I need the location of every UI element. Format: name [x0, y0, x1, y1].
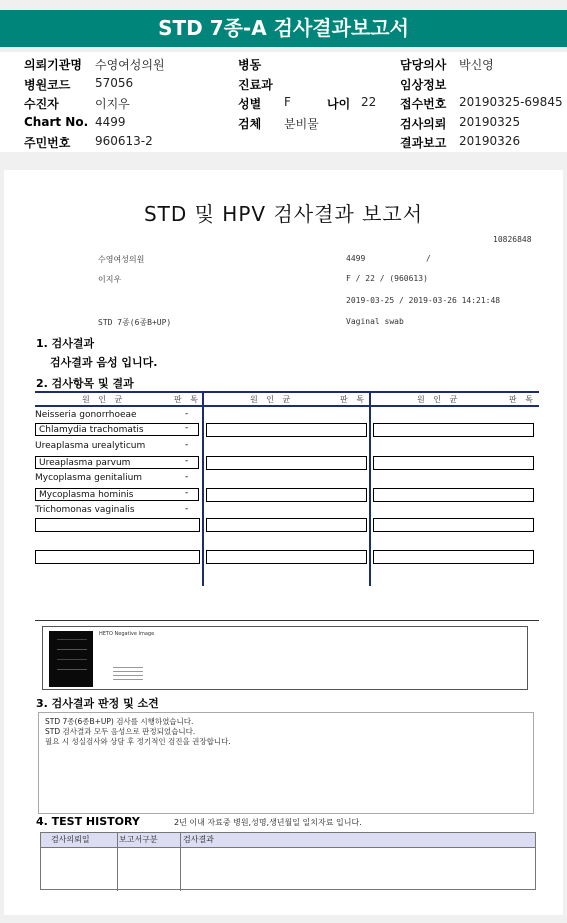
specimen-value: 분비물: [284, 117, 319, 131]
meta-institution: 수영여성의원: [98, 255, 145, 264]
section2-heading: 2. 검사항목 및 결과: [36, 377, 134, 390]
history-col-request-date: 검사의뢰일: [51, 835, 90, 844]
chart-value: 4499: [95, 115, 126, 129]
table-divider-1: [202, 391, 204, 586]
patient-header: [0, 52, 567, 152]
code-value: 57056: [95, 76, 134, 90]
id-label: 주민번호: [24, 136, 71, 150]
test-item-result: -: [185, 409, 189, 419]
report-document: [4, 170, 563, 915]
patient-value: 이지우: [95, 97, 130, 111]
patient-label: 수진자: [24, 97, 59, 111]
test-item-name: Neisseria gonorrhoeae: [35, 410, 137, 420]
table-divider-2: [369, 391, 371, 586]
section1-heading: 1. 검사결과: [36, 337, 95, 350]
report-date-label: 결과보고: [400, 136, 447, 150]
test-item-name: Ureaplasma urealyticum: [35, 441, 146, 451]
age-label: 나이: [327, 97, 351, 111]
gel-image-panel: [42, 626, 528, 690]
inst-value: 수영여성의원: [95, 58, 165, 72]
receipt-value: 20190325-69845: [459, 95, 563, 109]
meta-patient: 이지우: [98, 275, 122, 284]
test-item-result: -: [185, 488, 189, 498]
test-item-name: Mycoplasma genitalium: [35, 473, 143, 483]
empty-result-box: [35, 518, 200, 532]
meta-test: STD 7종(6종B+UP): [98, 318, 172, 327]
chart-label: Chart No.: [24, 115, 89, 129]
col-bacteria-2: 원 인 균: [250, 395, 294, 404]
document-title: STD 및 HPV 검사결과 보고서: [143, 202, 424, 226]
sex-label: 성별: [238, 97, 262, 111]
col-result-2: 판 독: [340, 395, 367, 404]
id-value: 960613-2: [95, 134, 153, 148]
empty-result-box: [373, 488, 534, 502]
meta-chart: 4499: [346, 254, 366, 263]
history-col-report-type: 보고서구분: [119, 835, 158, 844]
meta-dates: 2019-03-25 / 2019-03-26 14:21:48: [346, 296, 501, 305]
comment-line: STD 7종(6종B+UP) 검사를 시행하였습니다.: [45, 717, 194, 726]
empty-result-box: [35, 550, 200, 564]
empty-result-box: [206, 550, 367, 564]
test-item-name: Ureaplasma parvum: [35, 456, 199, 469]
col-bacteria-3: 원 인 균: [417, 395, 461, 404]
test-item-result: -: [185, 440, 189, 450]
comment-line: 필요 시 성실검사와 상담 후 정기적인 검진을 권장합니다.: [45, 737, 231, 746]
meta-specimen: Vaginal swab: [346, 317, 404, 326]
history-col-result: 검사결과: [183, 835, 214, 844]
comment-line: STD 검사결과 모두 음성으로 판정되었습니다.: [45, 727, 196, 736]
gel-image-caption: HETO Negative Image: [99, 631, 155, 637]
doctor-label: 담당의사: [400, 58, 447, 72]
col-result-3: 판 독: [509, 395, 536, 404]
empty-result-box: [206, 456, 367, 470]
table-header-rule: [35, 405, 539, 407]
test-item-name: Chlamydia trachomatis: [35, 423, 199, 436]
report-date-value: 20190326: [459, 134, 521, 148]
dept-label: 진료과: [238, 78, 273, 92]
specimen-label: 검체: [238, 117, 262, 131]
report-title-bar: STD 7종-A 검사결과보고서: [0, 10, 567, 47]
test-item-result: -: [185, 472, 189, 482]
test-item-result: -: [185, 456, 189, 466]
section4-heading: 4. TEST HISTORY: [36, 815, 140, 828]
empty-result-box: [373, 423, 534, 437]
inst-label: 의뢰기관명: [24, 58, 82, 72]
request-label: 검사의뢰: [400, 117, 447, 131]
test-item-name: Trichomonas vaginalis: [35, 505, 135, 515]
doctor-value: 박신영: [459, 58, 494, 72]
age-value: 22: [361, 95, 377, 109]
history-note: 2년 이내 자료중 병원,성명,생년월일 일치자료 입니다.: [174, 818, 362, 827]
image-section-rule: [35, 620, 539, 621]
gel-electrophoresis-image: [49, 631, 93, 687]
empty-result-box: [206, 518, 367, 532]
test-item-name: Mycoplasma hominis: [35, 488, 199, 501]
col-result-1: 판 독: [174, 395, 201, 404]
code-label: 병원코드: [24, 78, 71, 92]
clinical-label: 임상정보: [400, 78, 447, 92]
meta-sex-age: F / 22 / (960613): [346, 274, 428, 283]
empty-result-box: [206, 423, 367, 437]
empty-result-box: [206, 488, 367, 502]
empty-result-box: [373, 550, 534, 564]
sex-value: F: [284, 95, 291, 109]
test-item-result: -: [185, 504, 189, 514]
table-top-rule: [35, 391, 539, 393]
section1-result: 검사결과 음성 입니다.: [50, 356, 158, 369]
col-bacteria-1: 원 인 균: [82, 395, 126, 404]
test-history-table: [40, 832, 536, 890]
receipt-label: 접수번호: [400, 97, 447, 111]
comment-box: [38, 712, 534, 814]
meta-chart-separator: /: [426, 254, 431, 263]
ward-label: 병동: [238, 58, 262, 72]
empty-result-box: [373, 518, 534, 532]
section3-heading: 3. 검사결과 판정 및 소견: [36, 697, 159, 710]
document-number: 10826848: [493, 235, 532, 244]
empty-result-box: [373, 456, 534, 470]
request-value: 20190325: [459, 115, 521, 129]
test-item-result: -: [185, 423, 189, 433]
